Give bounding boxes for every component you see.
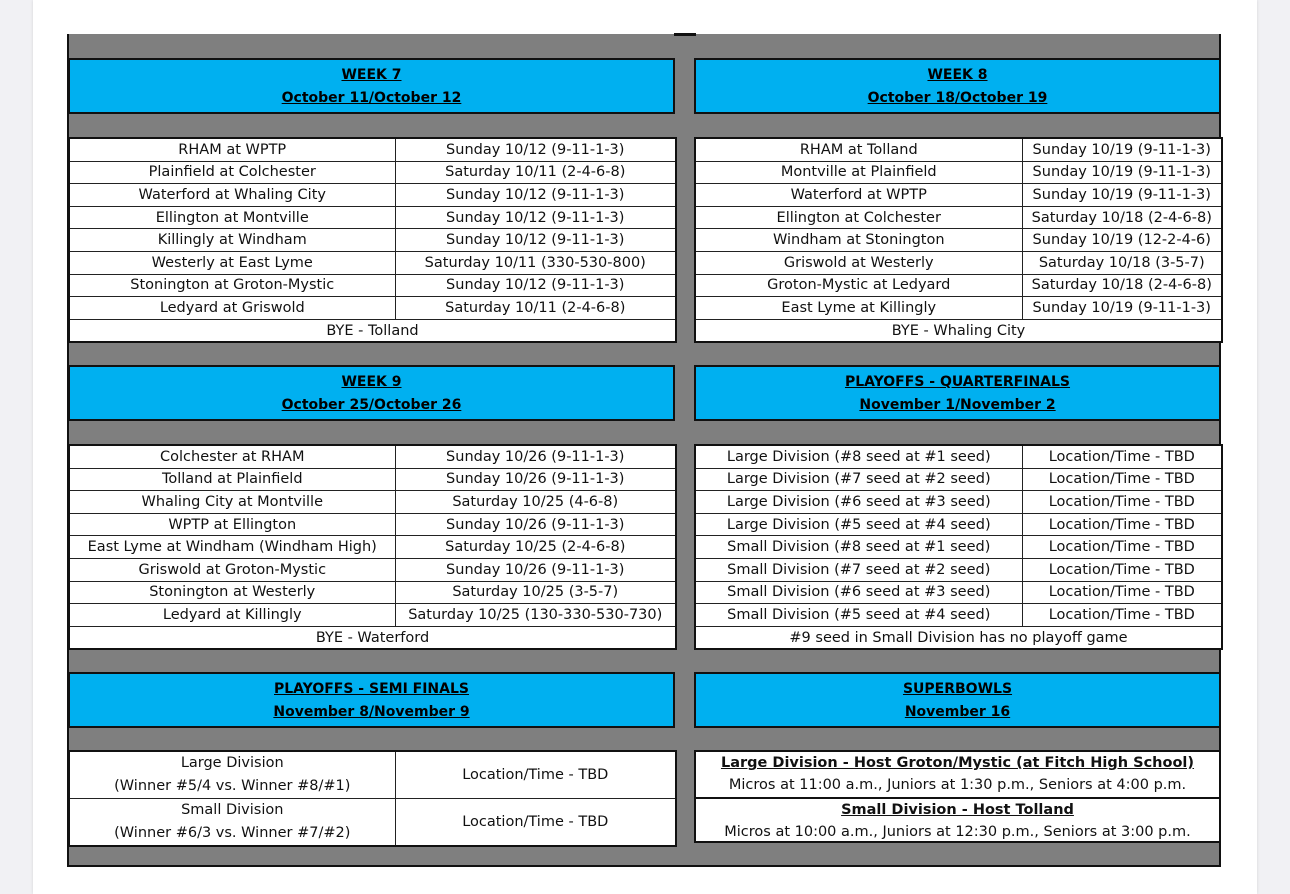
week9-title: WEEK 9 xyxy=(341,374,402,390)
game-time: Sunday 10/19 (12-2-4-6) xyxy=(1022,229,1222,252)
table-row xyxy=(69,297,676,320)
table-row xyxy=(695,138,1222,161)
matchup: Waterford at WPTP xyxy=(695,184,1022,207)
semifinals-header xyxy=(68,672,675,728)
matchup: Waterford at Whaling City xyxy=(69,184,395,207)
week7-table xyxy=(68,137,677,343)
matchup: Large Division (#6 seed at #3 seed) xyxy=(695,491,1022,514)
matchup: Westerly at East Lyme xyxy=(69,251,395,274)
table-row xyxy=(69,468,676,491)
week8-title: WEEK 8 xyxy=(927,67,988,83)
game-time: Sunday 10/12 (9-11-1-3) xyxy=(395,138,676,161)
matchup: Stonington at Westerly xyxy=(69,581,395,604)
game-time: Location/Time - TBD xyxy=(1022,536,1222,559)
week7-title: WEEK 7 xyxy=(341,67,402,83)
table-row xyxy=(695,558,1222,581)
superbowl-schedule: Micros at 11:00 a.m., Juniors at 1:30 p.m., Seniors at 4:00 p.m. xyxy=(728,777,1187,793)
quarterfinals-title: PLAYOFFS - QUARTERFINALS xyxy=(844,374,1071,390)
superbowl-row xyxy=(696,797,1219,842)
division-label: Small Division xyxy=(181,802,284,818)
superbowl-schedule: Micros at 10:00 a.m., Juniors at 12:30 p.m., Seniors at 3:00 p.m. xyxy=(724,824,1191,840)
table-row xyxy=(69,251,676,274)
superbowl-heading: Large Division - Host Groton/Mystic (at Fitch High School) xyxy=(720,755,1195,771)
week8-header xyxy=(694,58,1221,114)
table-row xyxy=(69,161,676,184)
game-time: Saturday 10/11 (2-4-6-8) xyxy=(395,161,676,184)
bye-text: BYE - Waterford xyxy=(69,626,676,649)
week8-dates: October 18/October 19 xyxy=(867,90,1048,106)
table-row xyxy=(69,558,676,581)
matchup: Montville at Plainfield xyxy=(695,161,1022,184)
table-row xyxy=(695,274,1222,297)
game-time: Location/Time - TBD xyxy=(395,751,676,799)
matchup: RHAM at WPTP xyxy=(69,138,395,161)
quarterfinals-header xyxy=(694,365,1221,421)
matchup: Griswold at Westerly xyxy=(695,251,1022,274)
matchup: Ellington at Colchester xyxy=(695,206,1022,229)
matchup: WPTP at Ellington xyxy=(69,513,395,536)
matchup: Large Division (#8 seed at #1 seed) xyxy=(695,445,1022,468)
game-time: Sunday 10/26 (9-11-1-3) xyxy=(395,468,676,491)
superbowl-row xyxy=(696,752,1219,797)
superbowls-header xyxy=(694,672,1221,728)
matchup: Killingly at Windham xyxy=(69,229,395,252)
table-row xyxy=(69,513,676,536)
matchup: Large Division (#5 seed at #4 seed) xyxy=(695,513,1022,536)
game-time: Sunday 10/19 (9-11-1-3) xyxy=(1022,297,1222,320)
matchup: Tolland at Plainfield xyxy=(69,468,395,491)
superbowls-dates: November 16 xyxy=(904,704,1011,720)
week7-header xyxy=(68,58,675,114)
quarterfinals-dates: November 1/November 2 xyxy=(859,397,1056,413)
matchup: Griswold at Groton-Mystic xyxy=(69,558,395,581)
matchup: Small Division (#6 seed at #3 seed) xyxy=(695,581,1022,604)
superbowl-heading: Small Division - Host Tolland xyxy=(841,802,1074,818)
game-time: Sunday 10/12 (9-11-1-3) xyxy=(395,206,676,229)
semifinal-matchup xyxy=(69,799,395,847)
matchup: Ledyard at Killingly xyxy=(69,604,395,627)
semifinals-dates: November 8/November 9 xyxy=(273,704,470,720)
game-time: Sunday 10/26 (9-11-1-3) xyxy=(395,445,676,468)
game-time: Location/Time - TBD xyxy=(1022,581,1222,604)
game-time: Saturday 10/18 (2-4-6-8) xyxy=(1022,206,1222,229)
top-marker xyxy=(674,33,696,36)
table-row xyxy=(69,229,676,252)
game-time: Saturday 10/11 (2-4-6-8) xyxy=(395,297,676,320)
table-row xyxy=(695,184,1222,207)
playoff-note: #9 seed in Small Division has no playoff game xyxy=(695,626,1222,649)
table-row xyxy=(69,445,676,468)
game-time: Sunday 10/12 (9-11-1-3) xyxy=(395,184,676,207)
matchup: Windham at Stonington xyxy=(695,229,1022,252)
table-row xyxy=(69,274,676,297)
week9-header xyxy=(68,365,675,421)
game-time: Location/Time - TBD xyxy=(395,799,676,847)
matchup-detail: (Winner #5/4 vs. Winner #8/#1) xyxy=(114,778,351,794)
superbowls-box xyxy=(694,750,1221,843)
matchup-detail: (Winner #6/3 vs. Winner #7/#2) xyxy=(114,825,351,841)
matchup: RHAM at Tolland xyxy=(695,138,1022,161)
matchup: Ellington at Montville xyxy=(69,206,395,229)
table-row xyxy=(69,138,676,161)
table-row xyxy=(695,491,1222,514)
table-row xyxy=(69,536,676,559)
matchup: Whaling City at Montville xyxy=(69,491,395,514)
table-row xyxy=(69,491,676,514)
superbowls-title: SUPERBOWLS xyxy=(902,681,1013,697)
table-row xyxy=(69,581,676,604)
game-time: Saturday 10/25 (2-4-6-8) xyxy=(395,536,676,559)
table-row xyxy=(69,206,676,229)
table-row xyxy=(695,297,1222,320)
table-row xyxy=(695,468,1222,491)
table-row xyxy=(695,513,1222,536)
bye-row xyxy=(69,319,676,342)
bye-row xyxy=(69,626,676,649)
matchup: Colchester at RHAM xyxy=(69,445,395,468)
bye-row xyxy=(695,319,1222,342)
note-row xyxy=(695,626,1222,649)
game-time: Location/Time - TBD xyxy=(1022,445,1222,468)
semifinals-title: PLAYOFFS - SEMI FINALS xyxy=(274,681,469,697)
table-row xyxy=(695,445,1222,468)
matchup: East Lyme at Windham (Windham High) xyxy=(69,536,395,559)
game-time: Location/Time - TBD xyxy=(1022,468,1222,491)
table-row xyxy=(695,536,1222,559)
game-time: Sunday 10/19 (9-11-1-3) xyxy=(1022,138,1222,161)
week7-dates: October 11/October 12 xyxy=(281,90,462,106)
table-row xyxy=(69,751,676,799)
table-row xyxy=(695,251,1222,274)
game-time: Saturday 10/18 (3-5-7) xyxy=(1022,251,1222,274)
matchup: Stonington at Groton-Mystic xyxy=(69,274,395,297)
matchup: Ledyard at Griswold xyxy=(69,297,395,320)
game-time: Sunday 10/12 (9-11-1-3) xyxy=(395,229,676,252)
game-time: Saturday 10/25 (3-5-7) xyxy=(395,581,676,604)
bye-text: BYE - Tolland xyxy=(69,319,676,342)
quarterfinals-table xyxy=(694,444,1223,650)
game-time: Saturday 10/25 (4-6-8) xyxy=(395,491,676,514)
semifinal-matchup xyxy=(69,751,395,799)
table-row xyxy=(695,161,1222,184)
matchup: East Lyme at Killingly xyxy=(695,297,1022,320)
week9-table xyxy=(68,444,677,650)
game-time: Location/Time - TBD xyxy=(1022,604,1222,627)
semifinals-table xyxy=(68,750,677,847)
week9-dates: October 25/October 26 xyxy=(281,397,462,413)
game-time: Sunday 10/26 (9-11-1-3) xyxy=(395,513,676,536)
table-row xyxy=(695,229,1222,252)
matchup: Small Division (#8 seed at #1 seed) xyxy=(695,536,1022,559)
game-time: Sunday 10/12 (9-11-1-3) xyxy=(395,274,676,297)
table-row xyxy=(695,206,1222,229)
table-row xyxy=(695,581,1222,604)
game-time: Location/Time - TBD xyxy=(1022,558,1222,581)
game-time: Saturday 10/18 (2-4-6-8) xyxy=(1022,274,1222,297)
game-time: Location/Time - TBD xyxy=(1022,491,1222,514)
game-time: Saturday 10/25 (130-330-530-730) xyxy=(395,604,676,627)
week8-table xyxy=(694,137,1223,343)
game-time: Saturday 10/11 (330-530-800) xyxy=(395,251,676,274)
matchup: Small Division (#5 seed at #4 seed) xyxy=(695,604,1022,627)
game-time: Sunday 10/26 (9-11-1-3) xyxy=(395,558,676,581)
bye-text: BYE - Whaling City xyxy=(695,319,1222,342)
table-row xyxy=(69,184,676,207)
table-row xyxy=(69,604,676,627)
division-label: Large Division xyxy=(180,755,284,771)
matchup: Groton-Mystic at Ledyard xyxy=(695,274,1022,297)
table-row xyxy=(695,604,1222,627)
matchup: Plainfield at Colchester xyxy=(69,161,395,184)
matchup: Large Division (#7 seed at #2 seed) xyxy=(695,468,1022,491)
game-time: Sunday 10/19 (9-11-1-3) xyxy=(1022,161,1222,184)
matchup: Small Division (#7 seed at #2 seed) xyxy=(695,558,1022,581)
game-time: Location/Time - TBD xyxy=(1022,513,1222,536)
game-time: Sunday 10/19 (9-11-1-3) xyxy=(1022,184,1222,207)
table-row xyxy=(69,799,676,847)
